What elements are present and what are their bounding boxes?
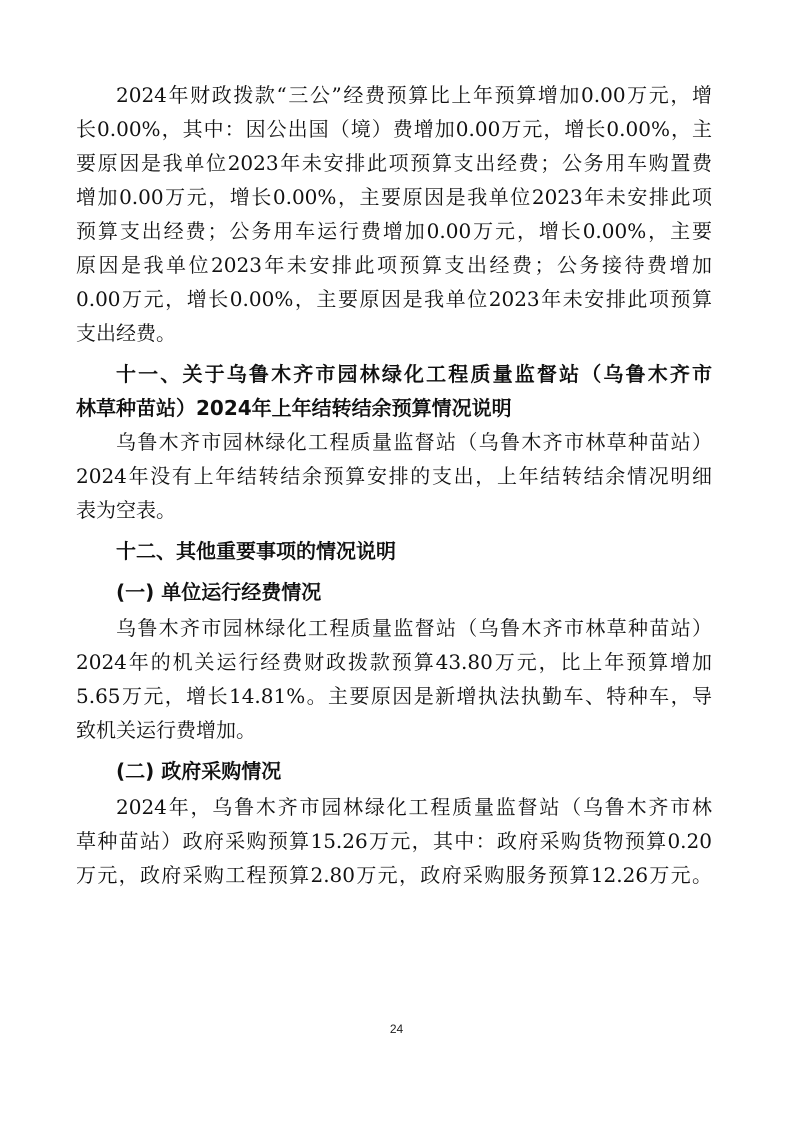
paragraph-operating-line-3: 5.65万元，增长14.81%。主要原因是新增执法执勤车、特种车，导 [76, 684, 712, 708]
section-twelve-heading: 十二、其他重要事项的情况说明 [116, 539, 396, 563]
paragraph-three-public-line-7: 0.00万元，增长0.00%，主要原因是我单位2023年未安排此项预算 [76, 287, 712, 311]
paragraph-three-public-line-8: 支出经费。 [76, 321, 176, 345]
paragraph-procurement-line-2: 草种苗站）政府采购预算15.26万元，其中：政府采购货物预算0.20 [76, 829, 712, 853]
paragraph-carryover-line-3: 表为空表。 [76, 498, 176, 522]
paragraph-three-public-line-4: 增加0.00万元，增长0.00%，主要原因是我单位2023年未安排此项 [76, 185, 712, 209]
paragraph-operating-line-2: 2024年的机关运行经费财政拨款预算43.80万元，比上年预算增加 [76, 650, 712, 674]
paragraph-three-public-line-2: 长0.00%，其中：因公出国（境）费增加0.00万元，增长0.00%，主 [76, 117, 712, 141]
paragraph-procurement-line-1: 2024年，乌鲁木齐市园林绿化工程质量监督站（乌鲁木齐市林 [116, 795, 712, 819]
page-number: 24 [389, 1022, 404, 1036]
section-eleven-heading-line-2: 林草种苗站）2024年上年结转结余预算情况说明 [76, 396, 512, 420]
section-eleven-heading-line-1: 十一、关于乌鲁木齐市园林绿化工程质量监督站（乌鲁木齐市 [116, 362, 712, 386]
paragraph-three-public-line-5: 预算支出经费；公务用车运行费增加0.00万元，增长0.00%，主要 [76, 219, 712, 243]
subsection-procurement-heading: (二) 政府采购情况 [116, 759, 282, 783]
paragraph-operating-line-4: 致机关运行费增加。 [76, 718, 256, 742]
paragraph-three-public-line-6: 原因是我单位2023年未安排此项预算支出经费；公务接待费增加 [76, 253, 712, 277]
paragraph-three-public-line-1: 2024年财政拨款“三公”经费预算比上年预算增加0.00万元，增 [116, 83, 712, 107]
paragraph-carryover-line-1: 乌鲁木齐市园林绿化工程质量监督站（乌鲁木齐市林草种苗站） [116, 430, 712, 454]
paragraph-operating-line-1: 乌鲁木齐市园林绿化工程质量监督站（乌鲁木齐市林草种苗站） [116, 616, 712, 640]
paragraph-carryover-line-2: 2024年没有上年结转结余预算安排的支出，上年结转结余情况明细 [76, 464, 712, 488]
paragraph-procurement-line-3: 万元，政府采购工程预算2.80万元，政府采购服务预算12.26万元。 [76, 863, 712, 887]
subsection-operating-costs-heading: (一) 单位运行经费情况 [116, 580, 322, 604]
paragraph-three-public-line-3: 要原因是我单位2023年未安排此项预算支出经费；公务用车购置费 [76, 151, 712, 175]
